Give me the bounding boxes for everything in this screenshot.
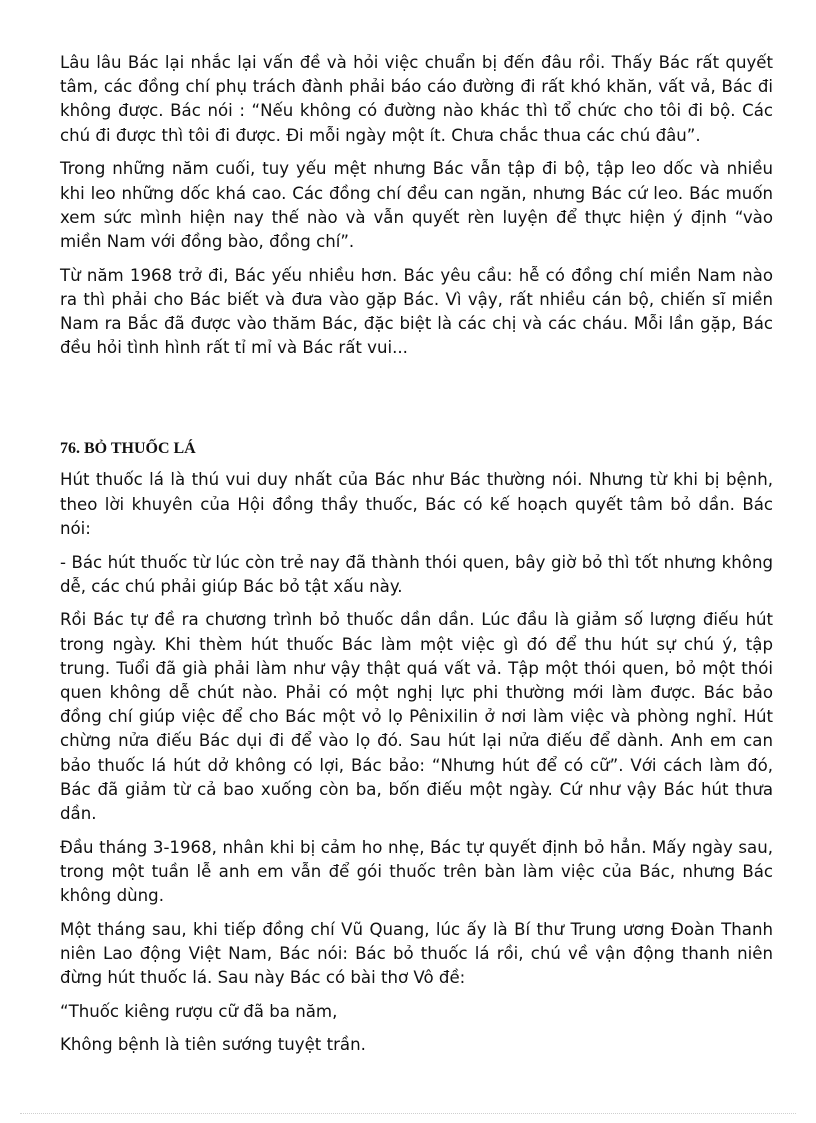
document-page [60,51,773,1066]
poem-line: Không bệnh là tiên sướng tuyệt trần. [60,1035,366,1055]
paragraph: - Bác hút thuốc từ lúc còn trẻ nay đã thành thói quen, bây giờ bỏ thì tốt nhưng không dễ, các chú phải giúp Bác bỏ tật xấu này. [60,552,773,596]
section-heading: 76. BỎ THUỐC LÁ [60,440,196,458]
paragraph: Trong những năm cuối, tuy yếu mệt nhưng Bác vẫn tập đi bộ, tập leo dốc và nhiều khi leo những dốc khá cao. Các đồng chí đều can ngăn, nhưng Bác cứ leo. Bác muốn xem sức mình hiện nay thế nào và vẫn quyết rèn luyện để thực hiện ý định “vào miền Nam với đồng bào, đồng chí”. [60,159,773,251]
paragraph: Hút thuốc lá là thú vui duy nhất của Bác như Bác thường nói. Nhưng từ khi bị bệnh, theo lời khuyên của Hội đồng thầy thuốc, Bác có kế hoạch quyết tâm bỏ dần. Bác nói: [60,470,773,538]
paragraph: Đầu tháng 3-1968, nhân khi bị cảm ho nhẹ, Bác tự quyết định bỏ hẳn. Mấy ngày sau, trong một tuần lễ anh em vẫn để gói thuốc trên bàn làm việc của Bác, nhưng Bác không dùng. [60,837,773,906]
page-bottom-divider [20,1113,796,1114]
paragraph: Từ năm 1968 trở đi, Bác yếu nhiều hơn. Bác yêu cầu: hễ có đồng chí miền Nam nào ra thì phải cho Bác biết và đưa vào gặp Bác. Vì vậy, rất nhiều cán bộ, chiến sĩ miền Nam ra Bắc đã được vào thăm Bác, đặc biệt là các chị và các cháu. Mỗi lần gặp, Bác đều hỏi tình hình rất tỉ mỉ và Bác rất vui... [60,265,773,358]
paragraph: Một tháng sau, khi tiếp đồng chí Vũ Quang, lúc ấy là Bí thư Trung ương Đoàn Thanh niên Lao động Việt Nam, Bác nói: Bác bỏ thuốc lá rồi, chú về vận động thanh niên đừng hút thuốc lá. Sau này Bác có bài thơ Vô đề: [60,919,773,988]
poem-line: “Thuốc kiêng rượu cữ đã ba năm, [60,1002,338,1021]
paragraph: Rồi Bác tự đề ra chương trình bỏ thuốc dần dần. Lúc đầu là giảm số lượng điếu hút trong ngày. Khi thèm hút thuốc Bác làm một việc gì đó để thu hút sự chú ý, tập trung. Tuổi đã già phải làm như vậy thật quá vất vả. Tập một thói quen, bỏ một thói quen không dễ chút nào. Phải có một nghị lực phi thường mới làm được. Bác bảo đồng chí giúp việc để cho Bác một vỏ lọ Pênixilin ở nơi làm việc và phòng nghỉ. Hút chừng nửa điếu Bác dụi đi để vào lọ đó. Sau hút lại nửa điếu để dành. Anh em can bảo thuốc lá hút dở không có lợi, Bác bảo: “Nhưng hút để có cữ”. Với cách làm đó, Bác đã giảm từ cả bao xuống còn ba, bốn điếu một ngày. Cứ như vậy Bác hút thưa dần. [60,610,773,824]
paragraph: Lâu lâu Bác lại nhắc lại vấn đề và hỏi việc chuẩn bị đến đâu rồi. Thấy Bác rất quyết tâm, các đồng chí phụ trách đành phải báo cáo đường đi rất khó khăn, vất vả, Bác đi không được. Bác nói : “Nếu không có đường nào khác thì tổ chức cho tôi đi bộ. Các chú đi được thì tôi đi được. Đi mỗi ngày một ít. Chưa chắc thua các chú đâu”. [60,53,773,145]
